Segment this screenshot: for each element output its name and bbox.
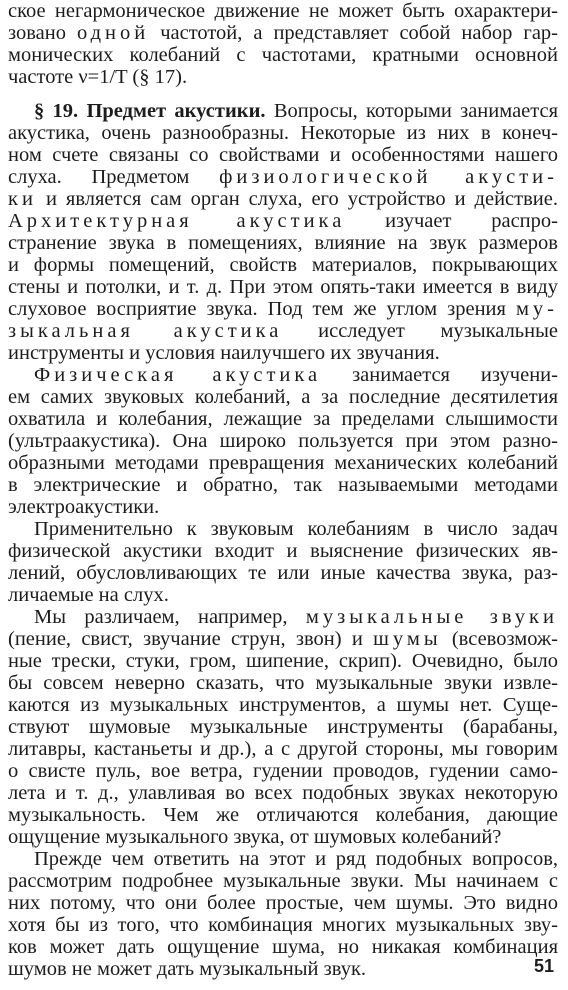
paragraph-musical-sounds-and-noises [8, 606, 558, 848]
spaced-emphasis: ки [8, 188, 37, 210]
paragraph-section-19 [8, 100, 558, 364]
text-line: лета и т. д., улавливая во всех подобных звуках некоторую [8, 782, 558, 804]
text-line: них потому, что они более простые, чем шумы. Это видно [8, 892, 558, 914]
text-line: инструменты и условия наилучшего их звучания. [8, 342, 440, 364]
text-line: стены и потолки, и т. д. При этом опять-таки имеется в виду [8, 276, 558, 298]
spaced-emphasis: Физическая акустика [34, 364, 322, 386]
section-heading: § 19. Предмет акустики. [34, 100, 266, 122]
text-line: охватила и колебания, лежащие за пределами слышимости [8, 408, 558, 430]
text-line: зыкальная акустика исследует музыкальные [8, 320, 558, 342]
text-line: частоте ν=1/T (§ 17). [8, 66, 188, 88]
paragraph-before-answering [8, 848, 558, 980]
text-line: Физическая акустика занимается изучени- [34, 364, 558, 386]
text-line: лений, обусловливающих те или иные качества звука, раз- [8, 562, 558, 584]
text-line: Мы различаем, например, музыкальные звуки [34, 606, 558, 628]
spaced-emphasis: шумы [373, 628, 442, 650]
text-line: образными методами превращения механических колебаний [8, 452, 558, 474]
text-line: ское негармоническое движение не может быть охарактери- [8, 0, 558, 22]
spaced-emphasis: одной [76, 22, 150, 44]
spaced-emphasis: музыкальные звуки [305, 606, 558, 628]
paragraph-physical-acoustics [8, 364, 558, 518]
text-line: и формы помещений, свойств материалов, покрывающих [8, 254, 558, 276]
text-line: хотя бы из того, что комбинация многих музыкальных зву- [8, 914, 558, 936]
text-line: § 19. Предмет акустики. Вопросы, которыми занимается [34, 100, 559, 122]
text-line: зовано одной частотой, а представляет собой набор гар- [8, 22, 558, 44]
paragraph-intro [8, 0, 558, 88]
text-line: странение звука в помещениях, влияние на звук размеров [8, 232, 558, 254]
text-line: ков может дать ощущение шума, но никакая комбинация [8, 936, 558, 958]
text-line: бы совсем неверно сказать, что музыкальные звуки извле- [8, 672, 558, 694]
text-line: каются из музыкальных инструментов, а шумы нет. Суще- [8, 694, 558, 716]
text-line: ные трески, стуки, гром, шипение, скрип). Очевидно, было [8, 650, 558, 672]
text-line: электроакустики. [8, 496, 160, 518]
text-line: о свисте пуль, вое ветра, гудении проводов, гудении само- [8, 760, 558, 782]
text-line: литавры, кастаньеты и др.), а с другой стороны, мы говорим [8, 738, 558, 760]
text-line: в электрические и обратно, так называемыми методами [8, 474, 558, 496]
spaced-emphasis: Архитектурная акустика [8, 210, 346, 232]
paragraph-tasks [8, 518, 558, 606]
text-line: рассмотрим подробнее музыкальные звуки. Мы начинаем с [8, 870, 558, 892]
page-number: 51 [533, 956, 554, 976]
text-line: акустика, очень разнообразны. Некоторые из них в конеч- [8, 122, 558, 144]
text-line: Прежде чем ответить на этот и ряд подобных вопросов, [34, 848, 558, 870]
text-line: ощущение музыкального звука, от шумовых колебаний? [8, 826, 502, 848]
text-line: Архитектурная акустика изучает распро- [8, 210, 558, 232]
text-line: ки и является сам орган слуха, его устройство и действие. [8, 188, 558, 210]
text-line: слуха. Предметом физиологической акусти- [8, 166, 558, 188]
text-line: музыкальность. Чем же отличаются колебания, дающие [8, 804, 558, 826]
text-line: ем самих звуковых колебаний, а за последние десятилетия [8, 386, 558, 408]
text-line: монических колебаний с частотами, кратными основной [8, 44, 558, 66]
text-line: шумов не может дать музыкальный звук. [8, 958, 367, 980]
text-line: Применительно к звуковым колебаниям в число задач [34, 518, 558, 540]
text-line: физической акустики входит и выяснение физических яв- [8, 540, 558, 562]
text-line: личаемые на слух. [8, 584, 169, 606]
text-line: ствуют шумовые музыкальные инструменты (барабаны, [8, 716, 558, 738]
text-line: слуховое восприятие звука. Под тем же углом зрения му- [8, 298, 558, 320]
spaced-emphasis: зыкальная акустика [8, 320, 283, 342]
spaced-emphasis: физиологической акусти- [219, 166, 558, 188]
spaced-emphasis: му- [515, 298, 558, 320]
text-line: (ультраакустика). Она широко пользуется при этом разно- [8, 430, 558, 452]
text-line: (пение, свист, звучание струн, звон) и шумы (всевозмож- [8, 628, 558, 650]
text-line: ном счете связаны со свойствами и особенностями нашего [8, 144, 558, 166]
